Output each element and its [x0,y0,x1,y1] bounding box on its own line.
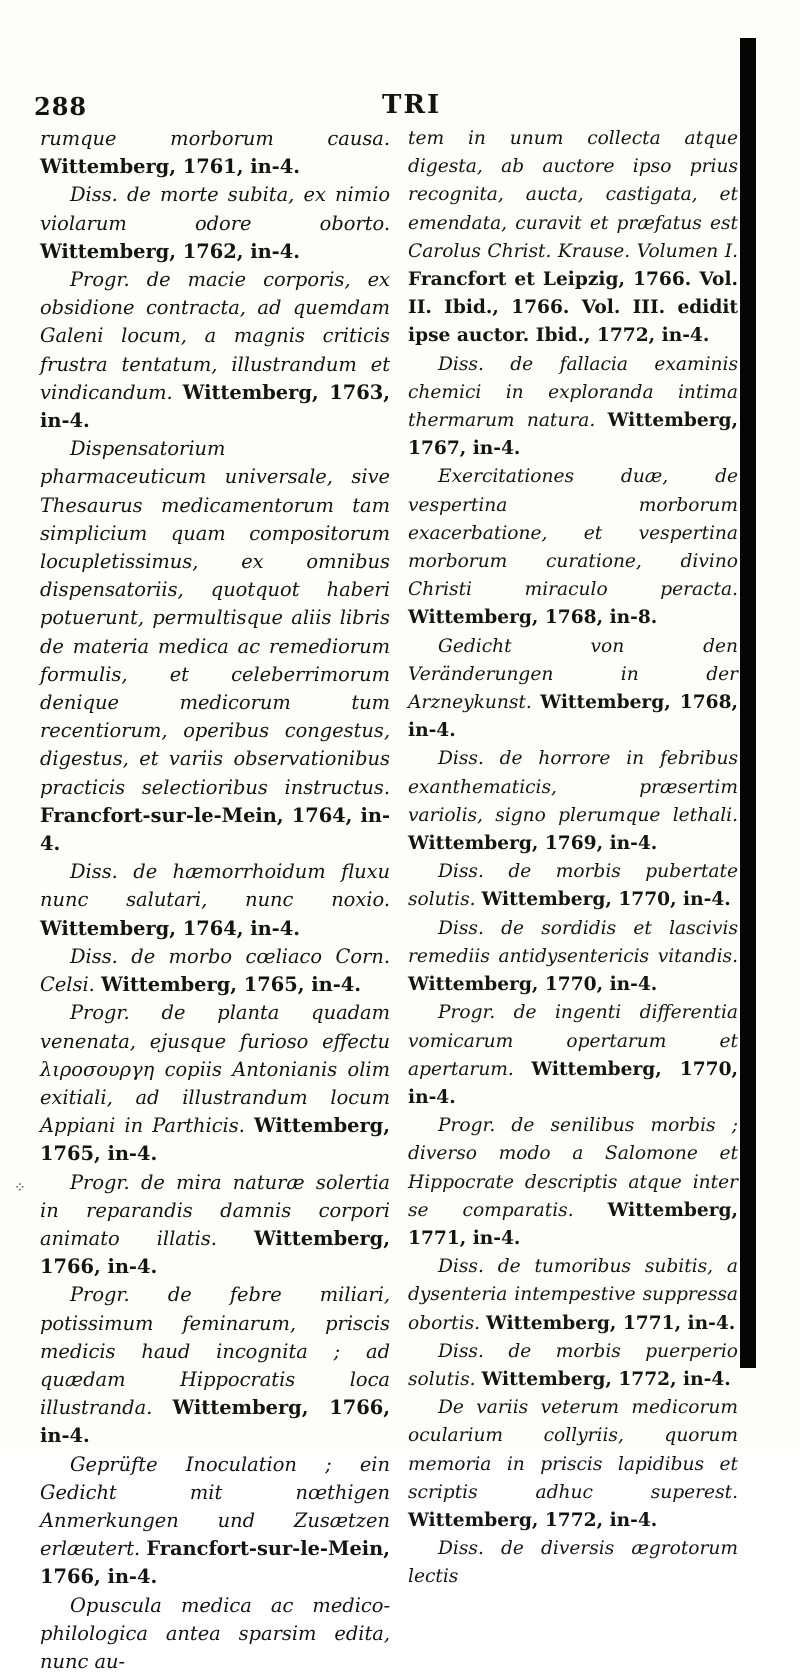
entry-publication: Wittemberg, 1771, in-4. [485,1312,736,1334]
running-head: TRI [382,90,442,120]
entry-publication: Wittemberg, 1768, in-4. [408,692,738,742]
bibliography-entry [408,1112,738,1253]
bibliography-entry [408,745,738,858]
entry-publication: Wittemberg, 1772, in-4. [408,1509,658,1531]
entry-title: Diss. de morbis pubertate solutis. [408,861,738,911]
bibliography-entry [408,633,738,746]
bibliography-entry [408,858,738,914]
entry-publication: Wittemberg, 1763, in-4. [40,380,390,433]
entry-publication: Francfort et Leipzig, 1766. Vol. II. Ibid., 1766. Vol. III. edidit ipse auctor. Ibid., 1772, in-4. [408,269,738,347]
entry-title: Diss. de morbis puerperio solutis. [408,1340,738,1390]
left-column [40,125,390,1676]
bibliography-entry [408,999,738,1112]
bibliography-entry [40,1451,390,1592]
entry-title: Diss. de sordidis et lascivis remediis antidysentericis vitandis. [408,917,738,967]
entry-title: tem in unum collecta atque digesta, ab auctore ipso prius recognita, aucta, castigata, et emendata, curavit et præfatus est Carolus Christ. Krause. Volumen I. [408,128,738,262]
entry-title: Opuscula medica ac medico-philologica antea sparsim edita, nunc au- [40,1593,390,1673]
entry-title: Diss. de diversis ægrotorum lectis [408,1538,738,1588]
entry-publication: Wittemberg, 1761, in-4. [40,155,300,179]
entry-publication: Wittemberg, 1765, in-4. [101,973,361,997]
bibliography-entry [408,1253,738,1338]
entry-title: Progr. de ingenti differentia vomicarum opertarum et apertarum. [408,1002,738,1080]
entry-title: Diss. de fallacia examinis chemici in exploranda intima thermarum natura. [408,353,738,432]
bibliography-entry [40,1169,390,1282]
bibliography-entry [40,1592,390,1676]
bibliography-entry [40,943,390,999]
entry-publication: Wittemberg, 1762, in-4. [40,239,300,263]
entry-title: Diss. de horrore in febribus exanthematicis, præsertim variolis, signo plerumque lethali. [408,748,738,826]
bibliography-entry [40,1281,390,1450]
bibliography-entry [408,351,738,464]
bibliography-entry [40,999,390,1168]
entry-publication: Wittemberg, 1771, in-4. [408,1199,738,1249]
bibliography-entry [408,1394,738,1535]
entry-title: Gedicht von den Veränderungen in der Arzneykunst. [408,635,738,714]
margin-speck: ⁘ [14,1180,26,1196]
bibliography-entry [408,125,738,351]
entry-publication: Wittemberg, 1768, in-8. [408,607,658,629]
entry-title: Progr. de febre miliari, potissimum feminarum, priscis medicis haud incognita ; ad quædam Hippocratis loca illustranda. [40,1283,390,1420]
bibliography-entry [408,1535,738,1591]
entry-publication: Francfort-sur-le-Mein, 1766, in-4. [40,1537,390,1589]
entry-title: Diss. de hæmorrhoidum fluxu nunc salutari, nunc noxio. [40,860,390,912]
entry-title: Progr. de mira naturæ solertia in reparandis damnis corpori animato illatis. [40,1170,390,1250]
entry-title: Geprüfte Inoculation ; ein Gedicht mit nœthigen Anmerkungen und Zusætzen erlæutert. [40,1452,390,1561]
entry-publication: Francfort-sur-le-Mein, 1764, in-4. [40,803,390,856]
entry-publication: Wittemberg, 1767, in-4. [408,410,738,460]
entry-publication: Wittemberg, 1766, in-4. [40,1226,390,1279]
entry-title: Exercitationes duæ, de vespertina morborum exacerbatione, et vespertina morborum curatione, divino Christi miraculo peracta. [408,466,738,601]
bibliography-entry [408,915,738,1000]
entry-publication: Wittemberg, 1764, in-4. [40,916,300,940]
entry-publication: Wittemberg, 1765, in-4. [40,1114,390,1166]
entry-publication: Wittemberg, 1770, in-4. [408,1058,738,1108]
bibliography-entry [408,463,738,632]
entry-publication: Wittemberg, 1770, in-4. [481,889,731,911]
bibliography-entry [408,1338,738,1394]
right-column [408,125,738,1592]
bibliography-entry [40,125,390,181]
entry-title: De variis veterum medicorum ocularium collyriis, quorum memoria in priscis lapidibus et scriptis adhuc superest. [408,1397,738,1503]
entry-title: Progr. de senilibus morbis ; diverso modo a Salomone et Hippocrate descriptis atque inter se comparatis. [408,1115,738,1221]
entry-publication: Wittemberg, 1772, in-4. [481,1368,731,1390]
bibliography-entry [40,858,390,943]
entry-title: Diss. de morbo cœliaco Corn. Celsi. [40,944,390,997]
bibliography-entry [40,435,390,858]
page-number: 288 [34,92,88,121]
entry-publication: Wittemberg, 1766, in-4. [40,1396,390,1448]
page-edge-shadow [740,38,756,1368]
entry-title: Diss. de morte subita, ex nimio violarum odore oborto. [40,183,390,235]
bibliography-entry [40,266,390,435]
entry-title: Progr. de planta quadam venenata, ejusque furioso effectu λιροσουργη copiis Antonianis olim exitiali, ad illustrandum locum Appiani in Parthicis. [40,1001,390,1138]
bibliography-entry [40,181,390,266]
entry-title: Diss. de tumoribus subitis, a dysenteria intempestive suppressa obortis. [408,1256,738,1334]
entry-title: rumque morborum causa. [40,127,390,150]
entry-title: Dispensatorium pharmaceuticum universale, sive Thesaurus medicamentorum tam simplicium quam compositorum locupletissimus, ex omnibus dispensatoriis, quotquot haberi potuerunt, permultisque aliis libris de materia medica ac remediorum formulis, et celeberrimorum denique medicorum tum recentiorum, operibus congestus, digestus, et variis observationibus practicis selectioribus instructus. [40,437,390,799]
entry-title: Progr. de macie corporis, ex obsidione contracta, ad quemdam Galeni locum, a magnis criticis frustra tentatum, illustrandum et vindicandum. [40,268,390,404]
entry-publication: Wittemberg, 1770, in-4. [408,974,658,996]
entry-publication: Wittemberg, 1769, in-4. [408,833,658,855]
